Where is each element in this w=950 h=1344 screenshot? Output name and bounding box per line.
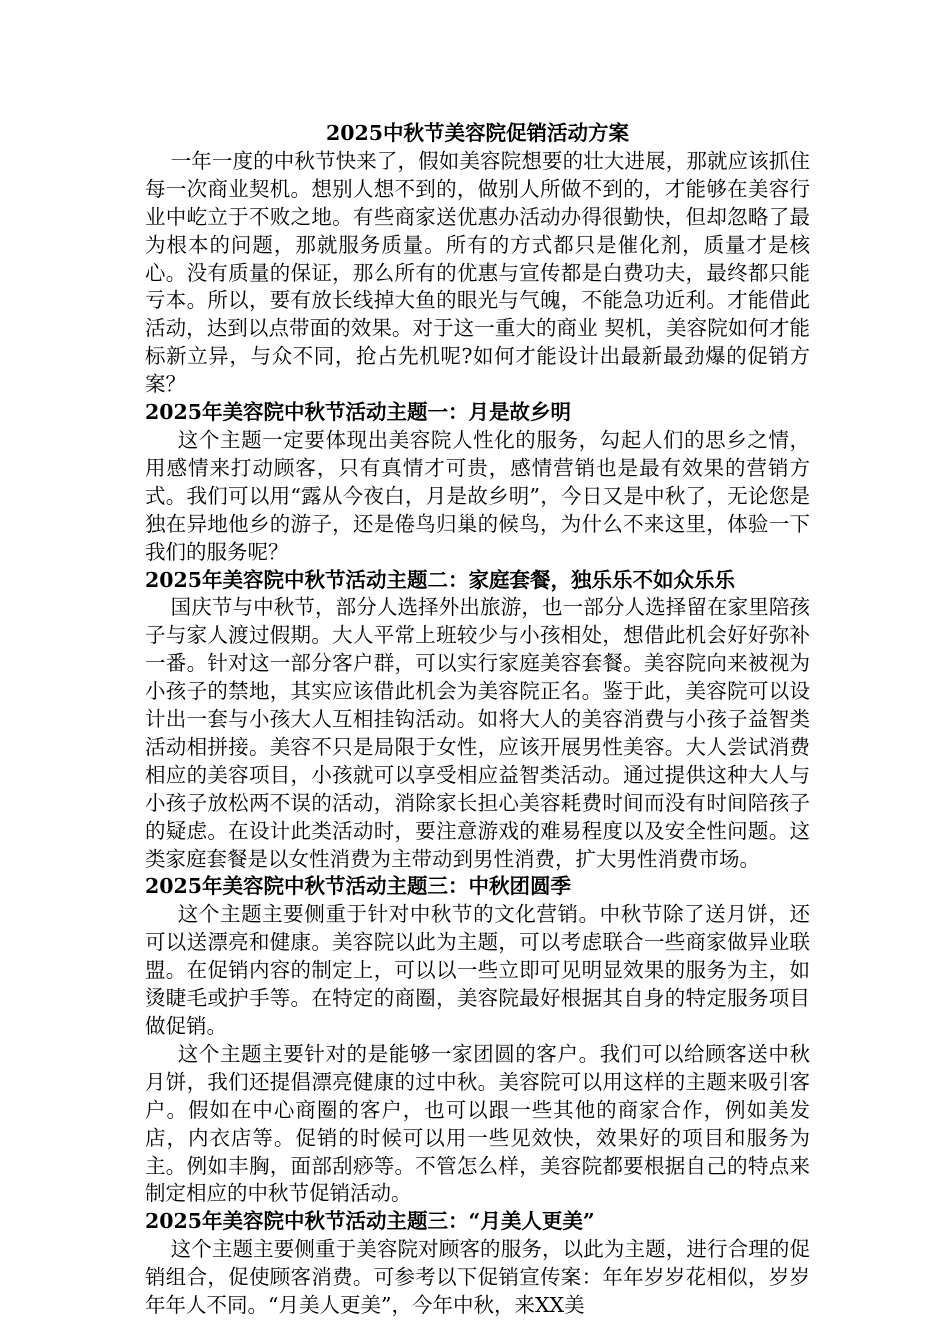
document-page: [145, 120, 810, 1320]
section-2-paragraph-1: 国庆节与中秋节，部分人选择外出旅游，也一部分人选择留在家里陪孩子与家人渡过假期。大人平常上班较少与小孩相处，想借此机会好好弥补一番。针对这一部分客户群，可以实行家庭美容套餐。美容院向来被视为小孩子的禁地，其实应该借此机会为美容院正名。鉴于此，美容院可以设计出一套与小孩大人互相挂钩活动。如将大人的美容消费与小孩子益智类活动相拼接。美容不只是局限于女性，应该开展男性美容。大人尝试消费相应的美容项目，小孩就可以享受相应益智类活动。通过提供这种大人与小孩子放松两不误的活动，消除家长担心美容耗费时间而没有时间陪孩子的疑虑。在设计此类活动时，要注意游戏的难易程度以及安全性问题。这类家庭套餐是以女性消费为主带动到男性消费，扩大男性消费市场。: [145, 595, 810, 871]
section-heading-3: 2025年美容院中秋节活动主题三：中秋团圆季: [145, 874, 572, 899]
section-4-paragraph-1: 这个主题主要侧重于美容院对顾客的服务，以此为主题，进行合理的促销组合，促使顾客消费。可参考以下促销宣传案：年年岁岁花相似，岁岁年年人不同。“月美人更美”，今年中秋，来XX美: [145, 1237, 810, 1318]
section-3-paragraph-2: 这个主题主要针对的是能够一家团圆的客户。我们可以给顾客送中秋月饼，我们还提倡漂亮健康的过中秋。美容院可以用这样的主题来吸引客户。假如在中心商圈的客户，也可以跟一些其他的商家合作，例如美发店，内衣店等。促销的时候可以用一些见效快，效果好的项目和服务为主。例如丰胸，面部刮痧等。不管怎么样，美容院都要根据自己的特点来制定相应的中秋节促销活动。: [145, 1041, 810, 1206]
section-heading-1: 2025年美容院中秋节活动主题一：月是故乡明: [145, 400, 572, 425]
section-3-paragraph-1: 这个主题主要侧重于针对中秋节的文化营销。中秋节除了送月饼，还可以送漂亮和健康。美容院以此为主题，可以考虑联合一些商家做异业联盟。在促销内容的制定上，可以以一些立即可见明显效果的服务为主，如烫睫毛或护手等。在特定的商圈，美容院最好根据其自身的特定服务项目做促销。: [145, 902, 810, 1038]
document-title: 2025中秋节美容院促销活动方案: [325, 121, 630, 145]
intro-paragraph: 一年一度的中秋节快来了，假如美容院想要的壮大进展，那就应该抓住每一次商业契机。想别人想不到的，做别人所做不到的，才能够在美容行业中屹立于不败之地。有些商家送优惠办活动办得很勤快，但却忽略了最为根本的问题，那就服务质量。所有的方式都只是催化剂，质量才是核心。没有质量的保证，那么所有的优惠与宣传都是白费功夫，最终都只能亏本。所以，要有放长线掉大鱼的眼光与气魄，不能急功近利。才能借此活动，达到以点带面的效果。对于这一重大的商业 契机，美容院如何才能标新立异，与众不同，抢占先机呢?如何才能设计出最新最劲爆的促销方案？: [145, 148, 810, 397]
section-1-paragraph-1: 这个主题一定要体现出美容院人性化的服务，勾起人们的思乡之情，用感情来打动顾客，只有真情才可贵，感情营销也是最有效果的营销方式。我们可以用“露从今夜白，月是故乡明”，今日又是中秋了，无论您是独在异地他乡的游子，还是倦鸟归巢的候鸟，为什么不来这里，体验一下我们的服务呢？: [145, 427, 810, 564]
section-heading-2: 2025年美容院中秋节活动主题二：家庭套餐，独乐乐不如众乐乐: [145, 567, 736, 592]
section-heading-4: 2025年美容院中秋节活动主题三：“月美人更美”: [145, 1209, 595, 1234]
